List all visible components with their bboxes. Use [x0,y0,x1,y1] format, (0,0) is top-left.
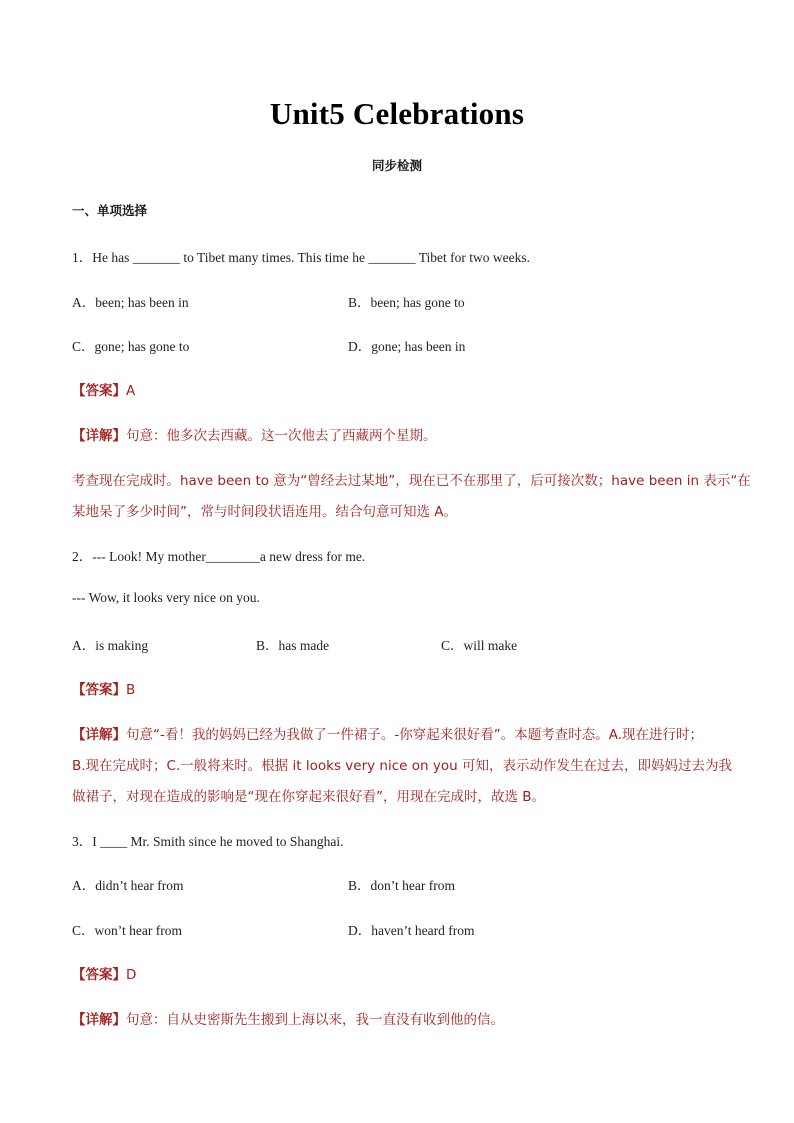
detail-text: 句意：自从史密斯先生搬到上海以来，我一直没有收到他的信。 [126,1012,504,1028]
question-3-option-d: D．haven’t heard from [348,923,475,938]
question-2-explanation-line-1: B.现在完成时；C.一般将来时。根据 it looks very nice on you 可知，表示动作发生在过去，即妈妈过去为我 [72,758,732,774]
question-1-option-b: B．been; has gone to [348,295,465,310]
question-3-answer [72,963,136,983]
answer-tag: 【答案】 [72,682,126,698]
answer-value: A [126,383,136,399]
question-2-option-c: C．will make [441,638,518,653]
page-title: Unit5 Celebrations [269,96,525,131]
question-1-stem: 1．He has _______ to Tibet many times. This time he _______ Tibet for two weeks. [72,250,530,265]
question-3-detail [72,1008,504,1028]
detail-tag: 【详解】 [72,428,126,444]
question-2-detail [72,723,703,743]
answer-tag: 【答案】 [72,383,126,399]
question-3-stem: 3．I ____ Mr. Smith since he moved to Shanghai. [72,834,344,849]
page-subtitle: 同步检测 [371,158,422,173]
detail-text: 句意：他多次去西藏。这一次他去了西藏两个星期。 [126,428,437,444]
question-2-answer [72,678,135,698]
question-2-explanation-line-2: 做裙子，对现在造成的影响是“现在你穿起来很好看”，用现在完成时，故选 B。 [72,789,546,805]
question-3-option-a: A．didn’t hear from [72,878,184,893]
question-1-explanation-line-2: 某地呆了多少时间”，常与时间段状语连用。结合句意可知选 A。 [72,504,458,520]
answer-value: D [126,967,137,983]
question-2-stem-reply: --- Wow, it looks very nice on you. [72,590,260,605]
detail-tag: 【详解】 [72,727,126,743]
question-1-answer [72,379,135,399]
question-2-option-a: A．is making [72,638,149,653]
answer-tag: 【答案】 [72,967,126,983]
question-1-detail [72,424,437,444]
detail-text: 句意“-看！我的妈妈已经为我做了一件裙子。-你穿起来很好看”。本题考查时态。A.现在进行时； [126,727,704,743]
detail-tag: 【详解】 [72,1012,126,1028]
question-2-option-b: B．has made [256,638,330,653]
question-1-explanation-line-1: 考查现在完成时。have been to 意为“曾经去过某地”，现在已不在那里了，后可接次数；have been in 表示“在 [72,473,751,489]
section-heading: 一、单项选择 [72,203,148,218]
question-3-option-c: C．won’t hear from [72,923,182,938]
question-3-option-b: B．don’t hear from [348,878,455,893]
question-2-stem: 2．--- Look! My mother________a new dress for me. [72,549,366,564]
question-1-option-d: D．gone; has been in [348,339,466,354]
question-1-option-a: A．been; has been in [72,295,189,310]
question-1-option-c: C．gone; has gone to [72,339,190,354]
answer-value: B [126,682,136,698]
